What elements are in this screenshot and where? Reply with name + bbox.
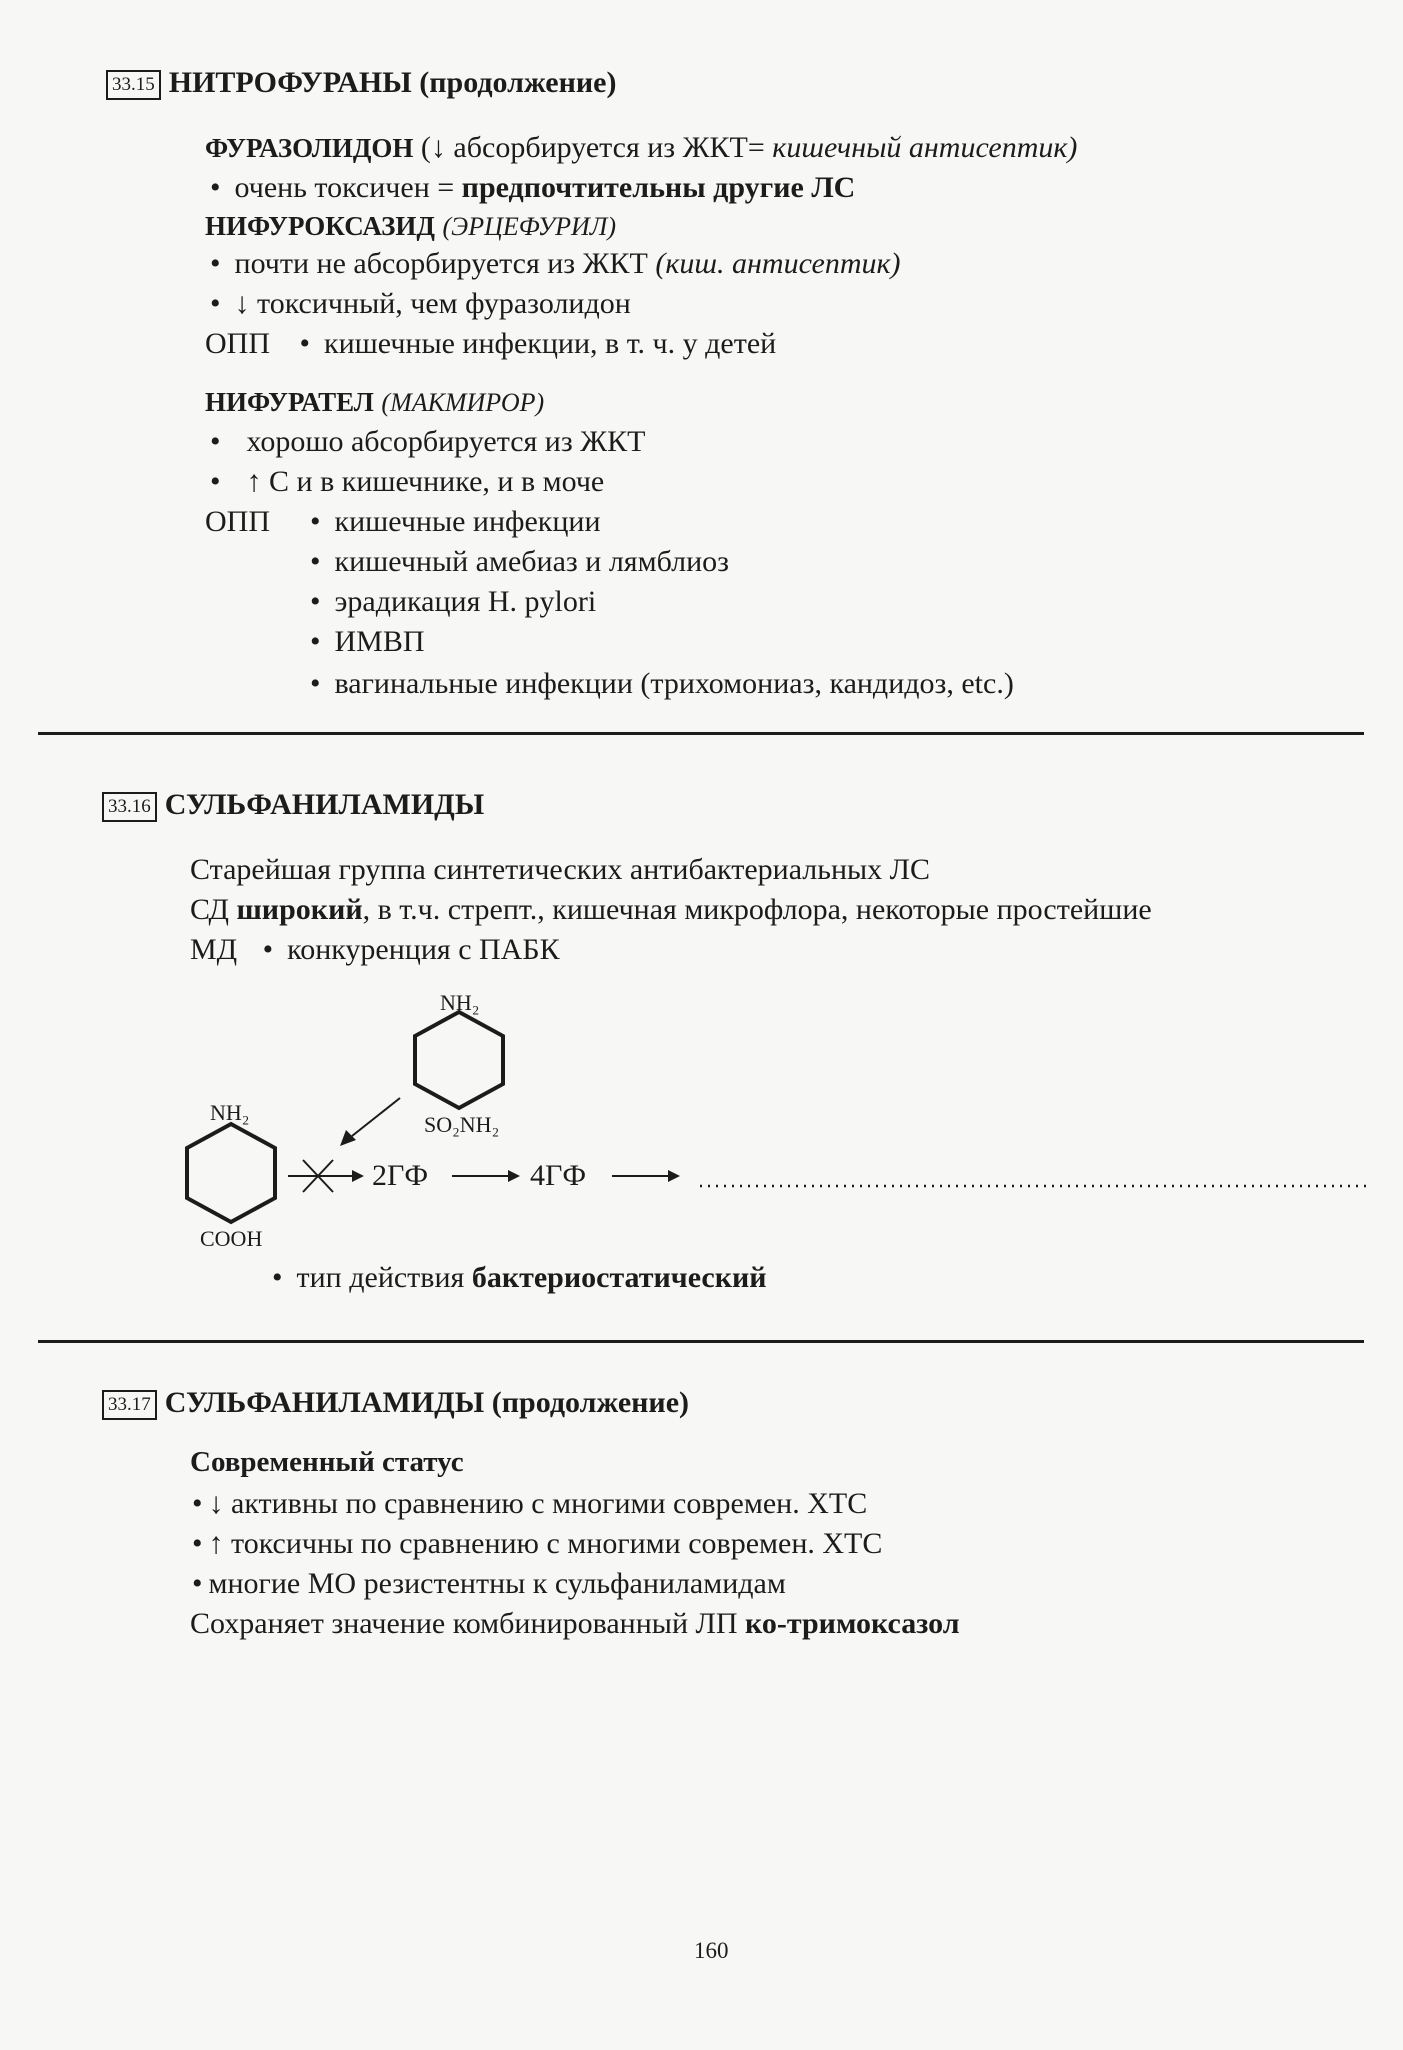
furazolidon-bullet-1: • очень токсичен = предпочтительны другие ЛС	[210, 171, 856, 204]
modern-status-heading: Современный статус	[190, 1446, 464, 1478]
nifuratel-opp-item-3: • эрадикация H. pylori	[310, 585, 597, 618]
section-divider-2	[38, 1340, 1364, 1343]
sulfanilamide-ring	[415, 1012, 503, 1108]
nifuratel-header: НИФУРАТЕЛ (МАКМИРОР)	[205, 387, 545, 417]
nifuratel-bullet-2: • ↑ С и в кишечнике, и в моче	[210, 465, 605, 498]
page-number: 160	[694, 1938, 729, 1963]
nifuroxazid-header: НИФУРОКСАЗИД (ЭРЦЕФУРИЛ)	[205, 211, 617, 241]
nifuratel-opp-item-4: • ИМВП	[310, 625, 425, 658]
paba-top-label: NH₂	[210, 1100, 250, 1125]
paba-bottom-label: COOH	[200, 1226, 263, 1251]
blocked-arrow-head	[352, 1170, 364, 1182]
section-33-15-heading: 33.15 НИТРОФУРАНЫ (продолжение)	[106, 66, 617, 100]
arrow-2gf-4gf-head	[508, 1170, 520, 1182]
nifuroxazid-bullet-2: • ↓ токсичный, чем фуразолидон	[210, 287, 631, 320]
nifuratel-opp-item-1: • кишечные инфекции	[310, 505, 601, 538]
status-bullet-3: • многие МО резистентны к сульфаниламидам	[192, 1567, 786, 1600]
nifuratel-bullet-1: • хорошо абсорбируется из ЖКТ	[210, 425, 646, 458]
sulfa-line-2: СД широкий, в т.ч. стрепт., кишечная микрофлора, некоторые простейшие	[190, 893, 1152, 926]
section-33-16-heading: 33.16 СУЛЬФАНИЛАМИДЫ	[102, 788, 484, 822]
sulfanilamide-top-label: NH₂	[440, 990, 480, 1015]
status-bullet-1: • ↓ активны по сравнению с многими современ. ХТС	[192, 1487, 868, 1520]
nifuratel-opp-label: ОПП	[205, 505, 270, 538]
action-type: • тип действия бактериостатический	[272, 1261, 767, 1294]
furazolidon-header: ФУРАЗОЛИДОН (↓ абсорбируется из ЖКТ= кишечный антисептик)	[205, 131, 1078, 164]
section-number-box: 33.15	[106, 70, 161, 100]
paba-ring	[187, 1124, 275, 1222]
sulfa-line-1: Старейшая группа синтетических антибактериальных ЛС	[190, 853, 931, 886]
nifuroxazid-opp: ОПП • кишечные инфекции, в т. ч. у детей	[205, 327, 777, 360]
cotrimoxazole-line: Сохраняет значение комбинированный ЛП ко-тримоксазол	[190, 1607, 960, 1640]
section-33-17-heading: 33.17 СУЛЬФАНИЛАМИДЫ (продолжение)	[102, 1386, 689, 1420]
inhibition-arrow-head	[340, 1130, 356, 1146]
nifuratel-opp-item-5: • вагинальные инфекции (трихомониаз, кандидоз, etc.)	[310, 667, 1014, 700]
step-2gf: 2ГФ	[372, 1159, 429, 1192]
nifuroxazid-bullet-1: • почти не абсорбируется из ЖКТ (киш. антисептик)	[210, 247, 901, 280]
sulfanilamide-bottom-label: SO₂NH₂	[424, 1112, 500, 1137]
inhibition-arrow-line	[352, 1098, 400, 1136]
sulfa-md: МД • конкуренция с ПАБК	[190, 933, 560, 966]
section-divider-1	[38, 732, 1364, 735]
arrow-4gf-next-head	[668, 1170, 680, 1182]
status-bullet-2: • ↑ токсичны по сравнению с многими современ. ХТС	[192, 1527, 883, 1560]
step-4gf: 4ГФ	[530, 1159, 587, 1192]
nifuratel-opp-item-2: • кишечный амебиаз и лямблиоз	[310, 545, 729, 578]
